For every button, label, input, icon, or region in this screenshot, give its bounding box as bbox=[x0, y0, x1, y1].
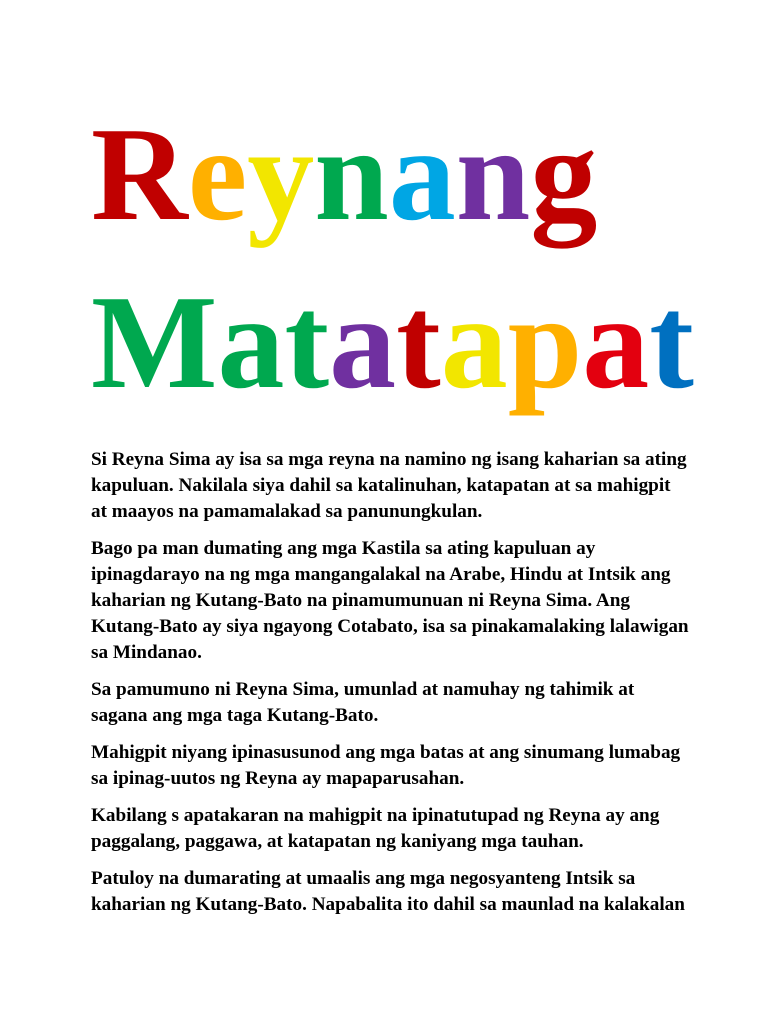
title-letter: y bbox=[247, 100, 315, 248]
title-letter: a bbox=[217, 268, 285, 416]
paragraph: Si Reyna Sima ay isa sa mga reyna na namino ng isang kaharian sa ating kapuluan. Nakilala siya dahil sa katalinuhan, katapatan at sa mahigpit at maayos na pamamalakad sa panunungkulan. bbox=[91, 449, 687, 522]
title-letter: n bbox=[314, 100, 389, 248]
title-letter: t bbox=[396, 268, 441, 416]
title-letter: e bbox=[187, 100, 248, 248]
title-letter: g bbox=[530, 100, 598, 248]
title-letter: n bbox=[455, 100, 531, 248]
paragraph: Mahigpit niyang ipinasusunod ang mga batas at ang sinumang lumabag sa ipinag-uutos ng Reyna ay mapaparusahan. bbox=[91, 742, 681, 789]
paragraph: Patuloy na dumarating at umaalis ang mga negosyanteng Intsik sa kaharian ng Kutang-Bato. Napabalita ito dahil sa maunlad na kalakalan bbox=[91, 868, 685, 915]
paragraph: Sa pamumuno ni Reyna Sima, umunlad at namuhay ng tahimik at sagana ang mga taga Kutang-Bato. bbox=[91, 679, 635, 726]
title-letter: a bbox=[582, 268, 650, 416]
title-letter: R bbox=[91, 100, 188, 248]
title-letter: a bbox=[329, 268, 397, 416]
paragraph: Bago pa man dumating ang mga Kastila sa ating kapuluan ay ipinagdarayo na ng mga mangangalakal na Arabe, Hindu at Intsik ang kaharian ng Kutang-Bato na pinamumunuan ni Reyna Sima. Ang Kutang-Bato ay siya ngayong Cotabato, isa sa pinakamalaking lalawigan sa Mindanao. bbox=[91, 538, 689, 663]
title-line-2 bbox=[91, 268, 694, 416]
title-letter: a bbox=[440, 268, 508, 416]
title-line-1 bbox=[91, 100, 598, 248]
title-letter: a bbox=[388, 100, 456, 248]
paragraph: Kabilang s apatakaran na mahigpit na ipinatutupad ng Reyna ay ang paggalang, paggawa, at katapatan ng kaniyang mga tauhan. bbox=[91, 805, 660, 852]
body-text bbox=[91, 447, 691, 929]
title-letter: M bbox=[91, 268, 218, 416]
title-letter: t bbox=[284, 268, 330, 416]
title-letter: p bbox=[507, 268, 583, 416]
title-letter: t bbox=[649, 268, 694, 416]
